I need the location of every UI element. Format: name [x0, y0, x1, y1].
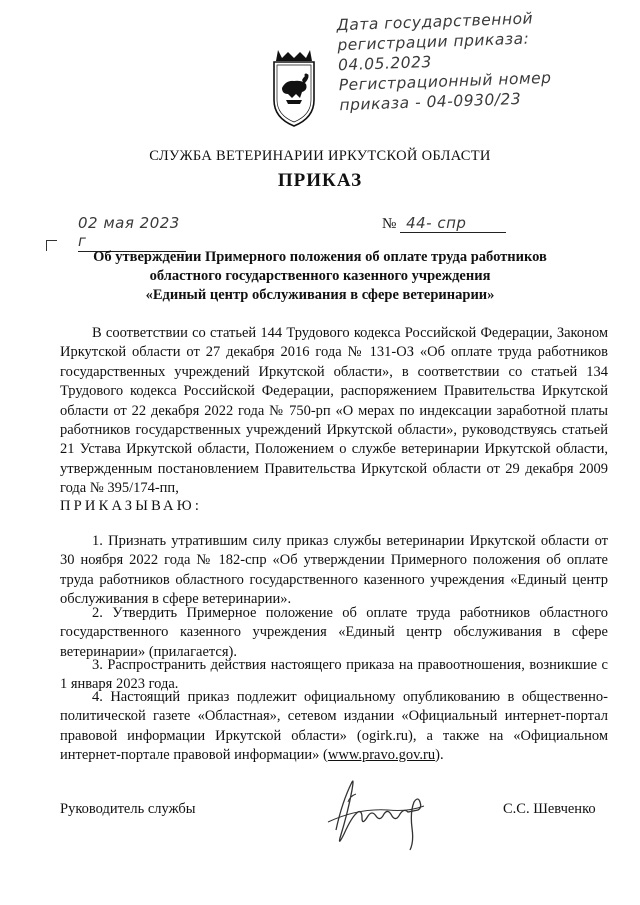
- order-date: 02 мая 2023 г: [78, 214, 186, 252]
- corner-mark: [46, 240, 57, 251]
- pravo-link[interactable]: www.pravo.gov.ru: [327, 747, 436, 764]
- order-item-1: 1. Признать утратившим силу приказ службы ветеринарии Иркутской области от 30 ноября 2022 года № 182-спр «Об утверждении Примерного положения об оплате труда работников областного государственного казенного учреждения «Единый центр обслуживания в сфере ветеринарии».: [60, 533, 608, 608]
- number-label: №: [382, 216, 397, 232]
- stamp-line: Регистрационный номер: [338, 68, 552, 95]
- signature-icon: [318, 772, 436, 852]
- signatory-role: Руководитель службы: [60, 801, 196, 817]
- registration-stamp: [336, 5, 639, 115]
- stamp-line: 04.05.2023: [337, 52, 433, 75]
- document-type: ПРИКАЗ: [277, 170, 363, 191]
- order-number: [382, 214, 506, 233]
- number-value: 44- спр: [400, 214, 506, 233]
- stamp-line: Дата государственной: [336, 9, 534, 35]
- stamp-line: регистрации приказа:: [337, 29, 530, 55]
- stamp-line: приказа - 04-0930/23: [339, 89, 522, 115]
- order-item-3: 3. Распространить действия настоящего приказа на правоотношения, возникшие с 1 января 2023 года.: [60, 657, 608, 693]
- order-item-2: 2. Утвердить Примерное положение об оплате труда работников областного государственного казенного учреждения «Единый центр обслуживания в сфере ветеринарии» (прилагается).: [60, 605, 608, 660]
- order-item-4: [60, 688, 608, 766]
- agency-name: СЛУЖБА ВЕТЕРИНАРИИ ИРКУТСКОЙ ОБЛАСТИ: [149, 148, 491, 164]
- item4-text: 4. Настоящий приказ подлежит официальному опубликованию в общественно-политической газете «Областная», сетевом издании «Официальный интернет-портал правовой информации Иркутской области» (ogirk.ru), а также на «Официальном интернет-портале правовой информации» (: [60, 689, 608, 764]
- order-word: ПРИКАЗЫВАЮ:: [60, 498, 203, 514]
- preamble-paragraph: В соответствии со статьей 144 Трудового кодекса Российской Федерации, Законом Иркутской области от 27 декабря 2016 года № 131-ОЗ «Об оплате труда работников государственных учреждений Иркутской области», в соответствии со статьей 134 Трудового кодекса Российской Федерации, распоряжением Правительства Иркутской области от 22 декабря 2022 года № 750-рп «О мерах по индексации заработной платы работников государственных учреждений Иркутской области», руководствуясь статьей 21 Устава Иркутской области, Положением о службе ветеринарии Иркутской области, утвержденным постановлением Правительства Иркутской области от 29 декабря 2009 года № 395/174-пп,: [60, 325, 608, 497]
- title-line: областного государственного казенного учреждения: [149, 268, 491, 284]
- item4-end: ).: [435, 747, 444, 764]
- title-line: «Единый центр обслуживания в сфере ветеринарии»: [145, 287, 495, 303]
- document-title: [60, 248, 580, 305]
- signatory-name: С.С. Шевченко: [503, 801, 596, 817]
- irkutsk-coat-of-arms-icon: [266, 48, 322, 130]
- title-line: Об утверждении Примерного положения об оплате труда работников: [93, 249, 547, 265]
